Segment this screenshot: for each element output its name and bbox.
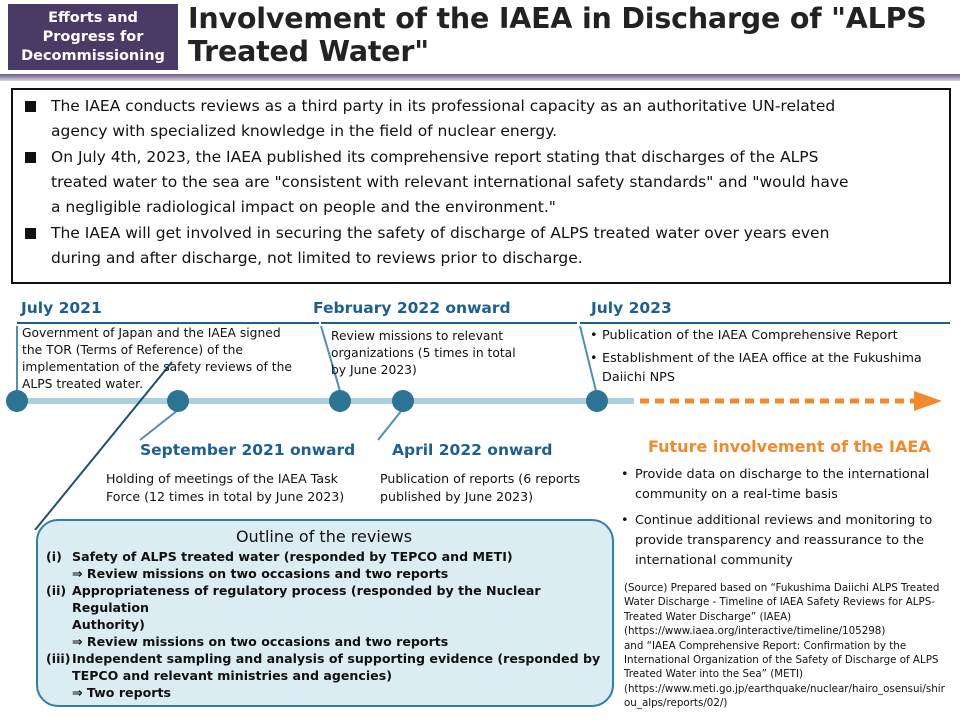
label-underline: [580, 322, 950, 324]
text-line: implementation of the safety reviews of the: [22, 360, 292, 374]
bullet-text: The IAEA conducts reviews as a third party in its professional capacity as an authoritative UN-related: [51, 97, 836, 115]
text-line: international community: [635, 553, 793, 568]
milestone-label-jul2021: July 2021: [21, 299, 102, 317]
connector-line: [140, 410, 178, 440]
label-underline: [17, 322, 319, 324]
text-line: the TOR (Terms of Reference) of the: [22, 343, 243, 357]
section-badge: [8, 4, 178, 70]
item-text: Appropriateness of regulatory process (responded by the Nuclear Regulation: [72, 583, 541, 615]
future-title: Future involvement of the IAEA: [648, 437, 931, 456]
source-line: International Organization of the Safety of Discharge of ALPS: [624, 654, 939, 667]
badge-line: Efforts and: [48, 9, 138, 26]
outline-title: Outline of the reviews: [235, 527, 413, 546]
bullet-icon: •: [590, 351, 598, 366]
text-line: Government of Japan and the IAEA signed: [22, 326, 281, 340]
milestone-text-sep2021: [106, 470, 376, 506]
source-note: [624, 581, 950, 711]
bullet-icon: •: [590, 328, 598, 343]
list-item: [590, 326, 950, 345]
bullet-icon: •: [621, 513, 629, 528]
source-line: Treated Water Discharge” (IAEA): [624, 610, 792, 623]
bullet-text: agency with specialized knowledge in the field of nuclear energy.: [51, 122, 558, 140]
bullet-text: during and after discharge, not limited to reviews prior to discharge.: [51, 249, 583, 267]
text-line: Continue additional reviews and monitoring to: [635, 513, 933, 528]
outline-item: [46, 650, 602, 684]
future-arrow-icon: [914, 391, 942, 411]
text-line: provide transparency and reassurance to the: [635, 533, 925, 548]
summary-box: [11, 88, 951, 284]
list-item: [590, 349, 950, 387]
text-line: published by June 2023): [380, 489, 534, 504]
milestone-text-jul2021: [22, 325, 307, 393]
item-text: Independent sampling and analysis of supporting evidence (responded by: [72, 651, 601, 666]
bullet-text: On July 4th, 2023, the IAEA published its comprehensive report stating that discharges of the ALPS: [51, 148, 819, 166]
timeline-bar: [16, 398, 634, 404]
item-text: TEPCO and relevant ministries and agencies): [72, 668, 392, 683]
milestone-text-feb2022: [331, 328, 551, 379]
summary-bullet: [21, 94, 941, 144]
square-bullet-icon: [25, 152, 36, 163]
item-result: ⇒ Review missions on two occasions and two reports: [72, 634, 449, 649]
text-line: ALPS treated water.: [22, 377, 144, 391]
text-line: community on a real-time basis: [635, 487, 838, 502]
list-item: [621, 511, 951, 571]
item-result: ⇒ Two reports: [72, 685, 171, 700]
page-title: [188, 2, 948, 68]
text-line: Establishment of the IAEA office at the Fukushima: [602, 351, 922, 366]
text-line: Holding of meetings of the IAEA Task: [106, 471, 338, 486]
source-line: (https://www.meti.go.jp/earthquake/nuclear/hairo_osensui/shir: [624, 682, 945, 695]
item-number: (iii): [46, 651, 71, 666]
text-line: Review missions to relevant: [331, 329, 504, 343]
outline-box: [36, 519, 614, 707]
outline-item: [46, 582, 602, 633]
timeline-dot-apr2022: [392, 390, 414, 412]
source-line: ou_alps/reports/02/): [624, 697, 728, 710]
text-line: Force (12 times in total by June 2023): [106, 489, 345, 504]
badge-line: Progress for: [42, 28, 144, 45]
source-line: and “IAEA Comprehensive Report: Confirmation by the: [624, 639, 907, 652]
summary-bullet: [21, 145, 941, 220]
source-line: (https://www.iaea.org/interactive/timeline/105298): [624, 625, 886, 638]
text-line: Publication of the IAEA Comprehensive Report: [602, 328, 898, 343]
timeline-dot-jul2023: [586, 390, 608, 412]
summary-bullet: [21, 221, 941, 271]
text-line: Daiichi NPS: [602, 370, 675, 385]
square-bullet-icon: [25, 101, 36, 112]
outline-item: [46, 548, 602, 565]
title-line: Involvement of the IAEA in Discharge of "ALPS: [188, 2, 927, 35]
bullet-text: The IAEA will get involved in securing the safety of discharge of ALPS treated water over years even: [51, 224, 830, 242]
timeline-dot-feb2022: [329, 390, 351, 412]
bullet-text: treated water to the sea are "consistent with relevant international safety standards" and "would have: [51, 173, 849, 191]
title-divider: [0, 74, 960, 81]
text-line: Publication of reports (6 reports: [380, 471, 581, 486]
text-line: by June 2023): [331, 363, 417, 377]
label-underline: [321, 322, 577, 324]
source-line: Water Discharge - Timeline of IAEA Safety Reviews for ALPS-: [624, 596, 935, 609]
milestone-text-apr2022: [380, 470, 610, 506]
list-item: [621, 465, 951, 505]
source-line: (Source) Prepared based on “Fukushima Daiichi ALPS Treated: [624, 582, 940, 594]
text-line: Provide data on discharge to the international: [635, 467, 930, 482]
source-line: Treated Water into the Sea” (METI): [624, 668, 804, 681]
future-list: [621, 465, 951, 571]
item-result: ⇒ Review missions on two occasions and two reports: [72, 566, 449, 581]
title-line: Treated Water": [188, 35, 429, 68]
item-text: Safety of ALPS treated water (responded by TEPCO and METI): [72, 549, 513, 564]
milestone-label-apr2022: April 2022 onward: [392, 441, 553, 459]
item-number: (i): [46, 549, 62, 564]
milestone-label-feb2022: February 2022 onward: [313, 299, 511, 317]
milestone-label-jul2023: July 2023: [591, 299, 672, 317]
text-line: organizations (5 times in total: [331, 346, 516, 360]
item-number: (ii): [46, 583, 67, 598]
timeline-dot-sep2021: [167, 390, 189, 412]
bullet-text: a negligible radiological impact on people and the environment.": [51, 198, 556, 216]
milestone-label-sep2021: September 2021 onward: [140, 441, 356, 459]
item-text: Authority): [72, 617, 145, 632]
milestone-text-jul2023: [590, 326, 950, 387]
square-bullet-icon: [25, 228, 36, 239]
badge-line: Decommissioning: [21, 47, 165, 64]
timeline-dot-jul2021: [6, 390, 28, 412]
bullet-icon: •: [621, 467, 629, 482]
connector-line: [378, 410, 402, 440]
